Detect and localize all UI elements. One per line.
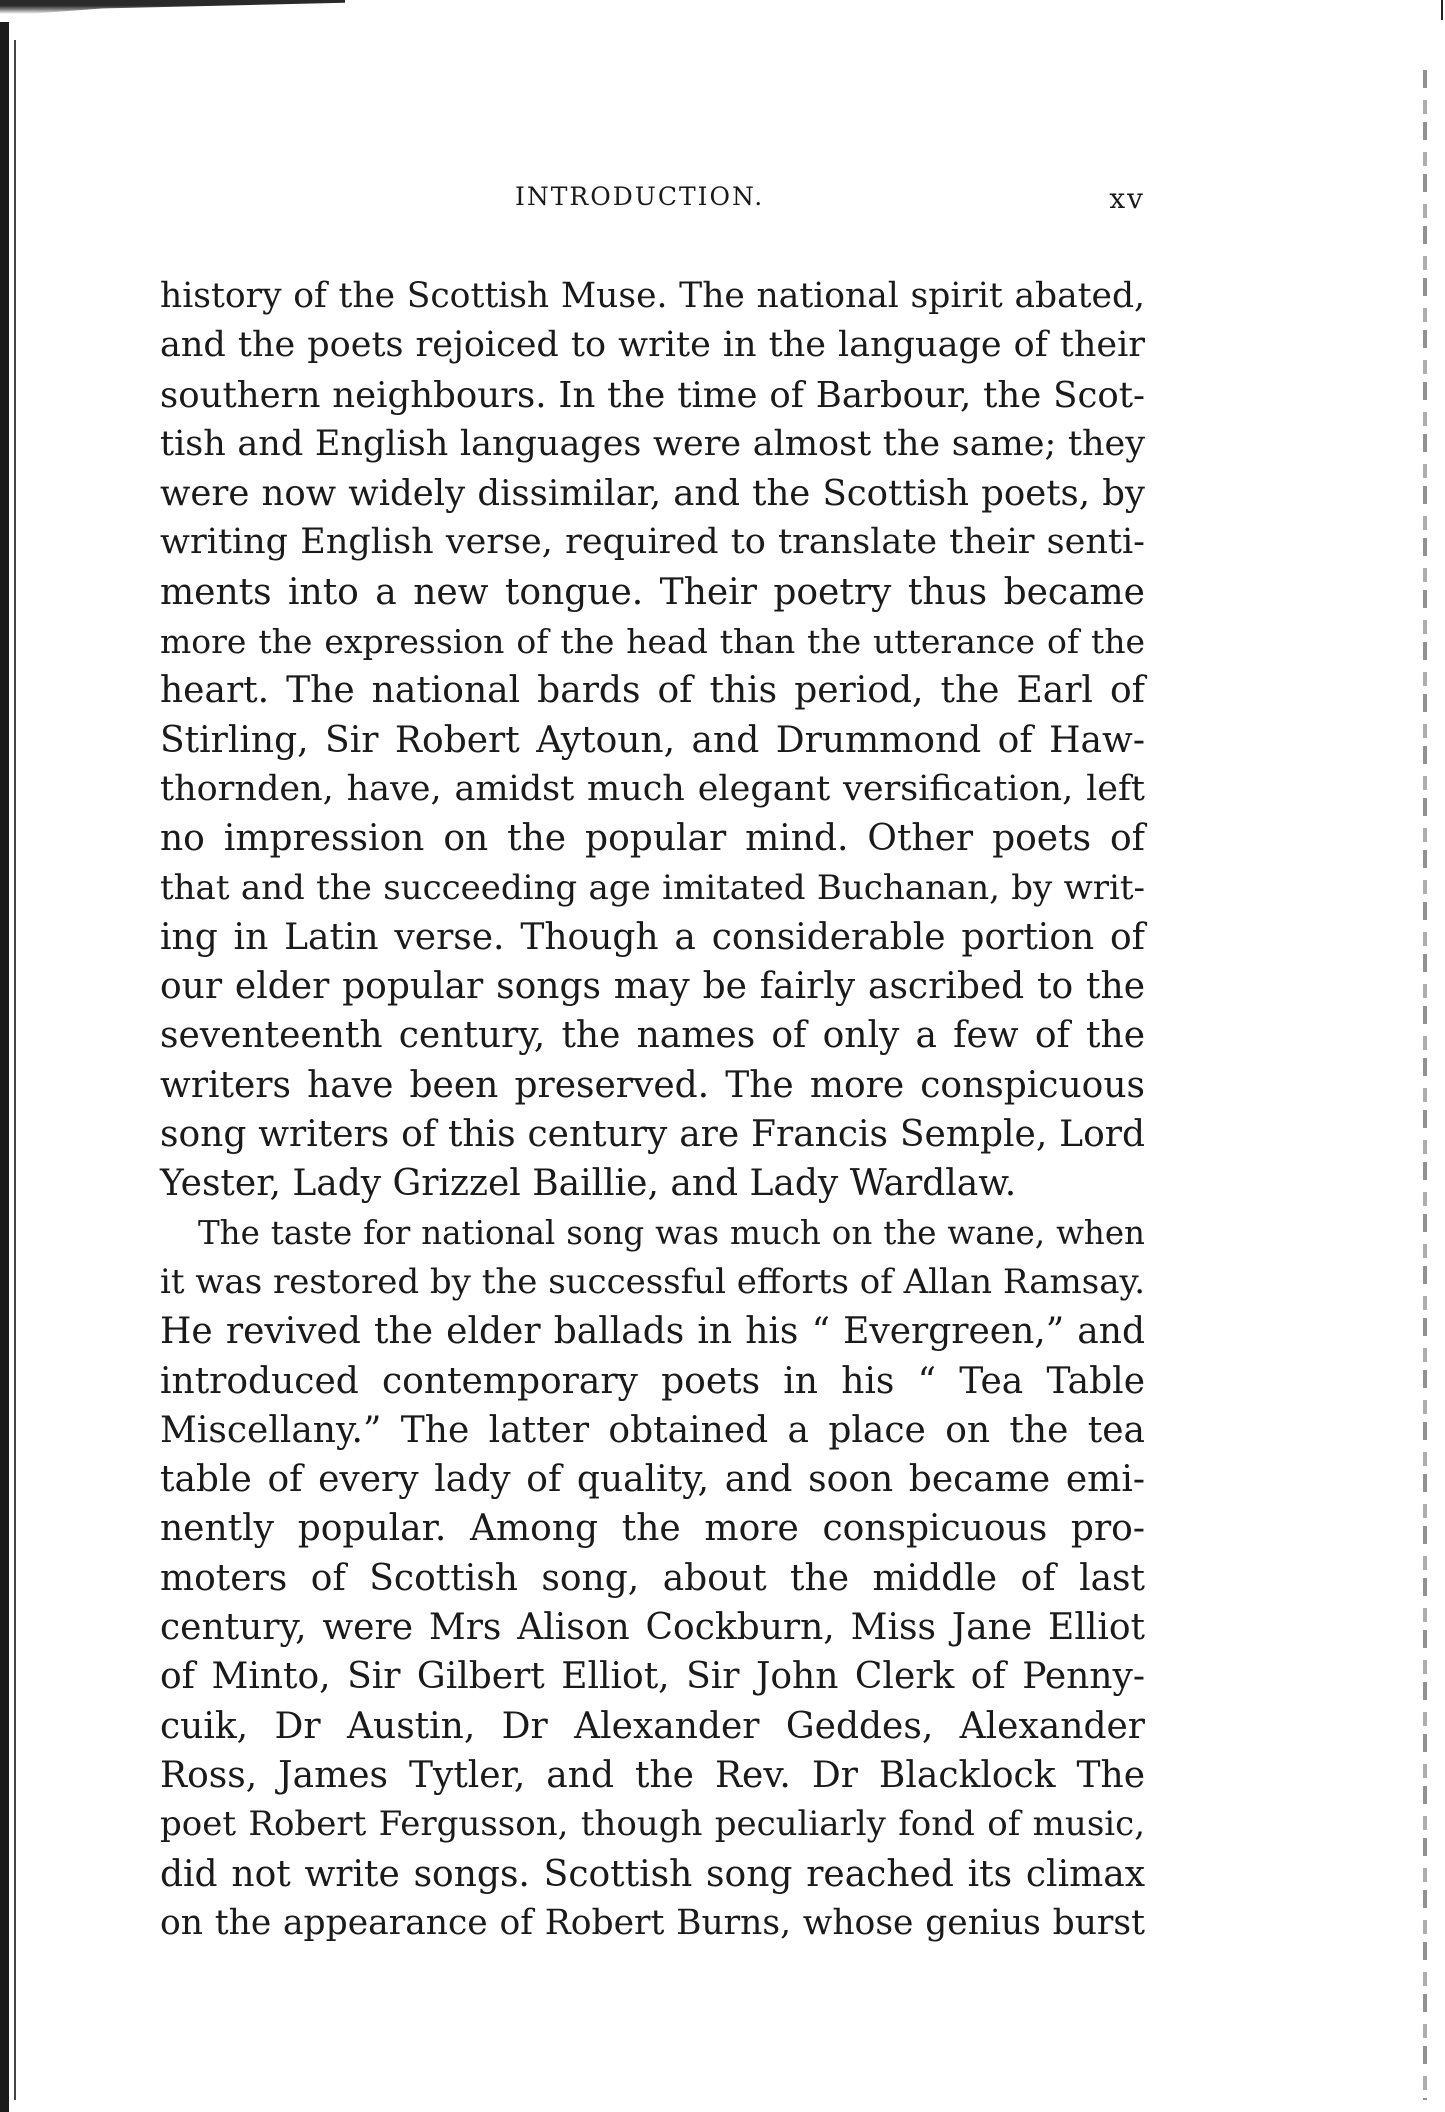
text-line: writing English verse, required to translate their senti- <box>160 522 1145 563</box>
text-line: on the appearance of Robert Burns, whose genius burst <box>160 1902 1145 1943</box>
text-line: were now widely dissimilar, and the Scottish poets, by <box>160 473 1145 515</box>
page-header <box>160 182 1145 222</box>
text-line: Yester, Lady Grizzel Baillie, and Lady Wardlaw. <box>160 1163 1017 1205</box>
text-line: our elder popular songs may be fairly ascribed to the <box>160 966 1145 1008</box>
text-line: Miscellany.” The latter obtained a place on the tea <box>160 1409 1145 1451</box>
text-line: more the expression of the head than the utterance of the <box>160 622 1145 662</box>
page-edge-left <box>0 22 9 2112</box>
page-edge-right <box>1423 70 1427 2100</box>
text-line: and the poets rejoiced to write in the language of their <box>160 325 1145 366</box>
text-line: ments into a new tongue. Their poetry thus became <box>160 571 1145 613</box>
text-line: table of every lady of quality, and soon became emi- <box>160 1459 1145 1501</box>
text-line: Ross, James Tytler, and the Rev. Dr Blacklock The <box>160 1754 1145 1796</box>
text-line: did not write songs. Scottish song reached its climax <box>160 1853 1145 1895</box>
text-line: Stirling, Sir Robert Aytoun, and Drummond of Haw- <box>160 719 1145 761</box>
body-text <box>160 272 1145 1948</box>
text-line: song writers of this century are Francis Semple, Lord <box>160 1114 1145 1156</box>
text-line: nently popular. Among the more conspicuous pro- <box>160 1508 1145 1550</box>
text-line: southern neighbours. In the time of Barbour, the Scot- <box>160 374 1145 416</box>
text-line: seventeenth century, the names of only a few of the <box>160 1015 1145 1057</box>
text-line: The taste for national song was much on the wane, when <box>198 1213 1145 1252</box>
text-line: thornden, have, amidst much elegant versification, left <box>160 768 1145 809</box>
text-line: no impression on the popular mind. Other poets of <box>160 818 1145 860</box>
page-edge-right-top <box>1441 0 1443 20</box>
text-line: that and the succeeding age imitated Buchanan, by writ- <box>160 867 1145 908</box>
text-line: century, were Mrs Alison Cockburn, Miss Jane Elliot <box>160 1607 1145 1649</box>
text-line: poet Robert Fergusson, though peculiarly fond of music, <box>160 1804 1145 1845</box>
page-number: xv <box>1109 182 1145 215</box>
text-line: tish and English languages were almost the same; they <box>160 423 1145 464</box>
page-edge-left-inner <box>14 40 16 2100</box>
text-line: heart. The national bards of this period, the Earl of <box>160 670 1145 712</box>
text-line: ing in Latin verse. Though a considerable portion of <box>160 916 1145 958</box>
text-line: cuik, Dr Austin, Dr Alexander Geddes, Alexander <box>160 1705 1145 1747</box>
text-line: writers have been preserved. The more conspicuous <box>160 1064 1145 1106</box>
running-head: INTRODUCTION. <box>515 182 765 211</box>
text-line: He revived the elder ballads in his “ Evergreen,” and <box>160 1311 1145 1353</box>
text-line: introduced contemporary poets in his “ Tea Table <box>160 1360 1145 1402</box>
text-line: history of the Scottish Muse. The national spirit abated, <box>160 276 1145 316</box>
text-line: moters of Scottish song, about the middle of last <box>160 1557 1145 1599</box>
text-line: it was restored by the successful efforts of Allan Ramsay. <box>160 1261 1145 1302</box>
text-line: of Minto, Sir Gilbert Elliot, Sir John Clerk of Penny- <box>160 1656 1145 1698</box>
page-edge-top <box>0 0 345 14</box>
